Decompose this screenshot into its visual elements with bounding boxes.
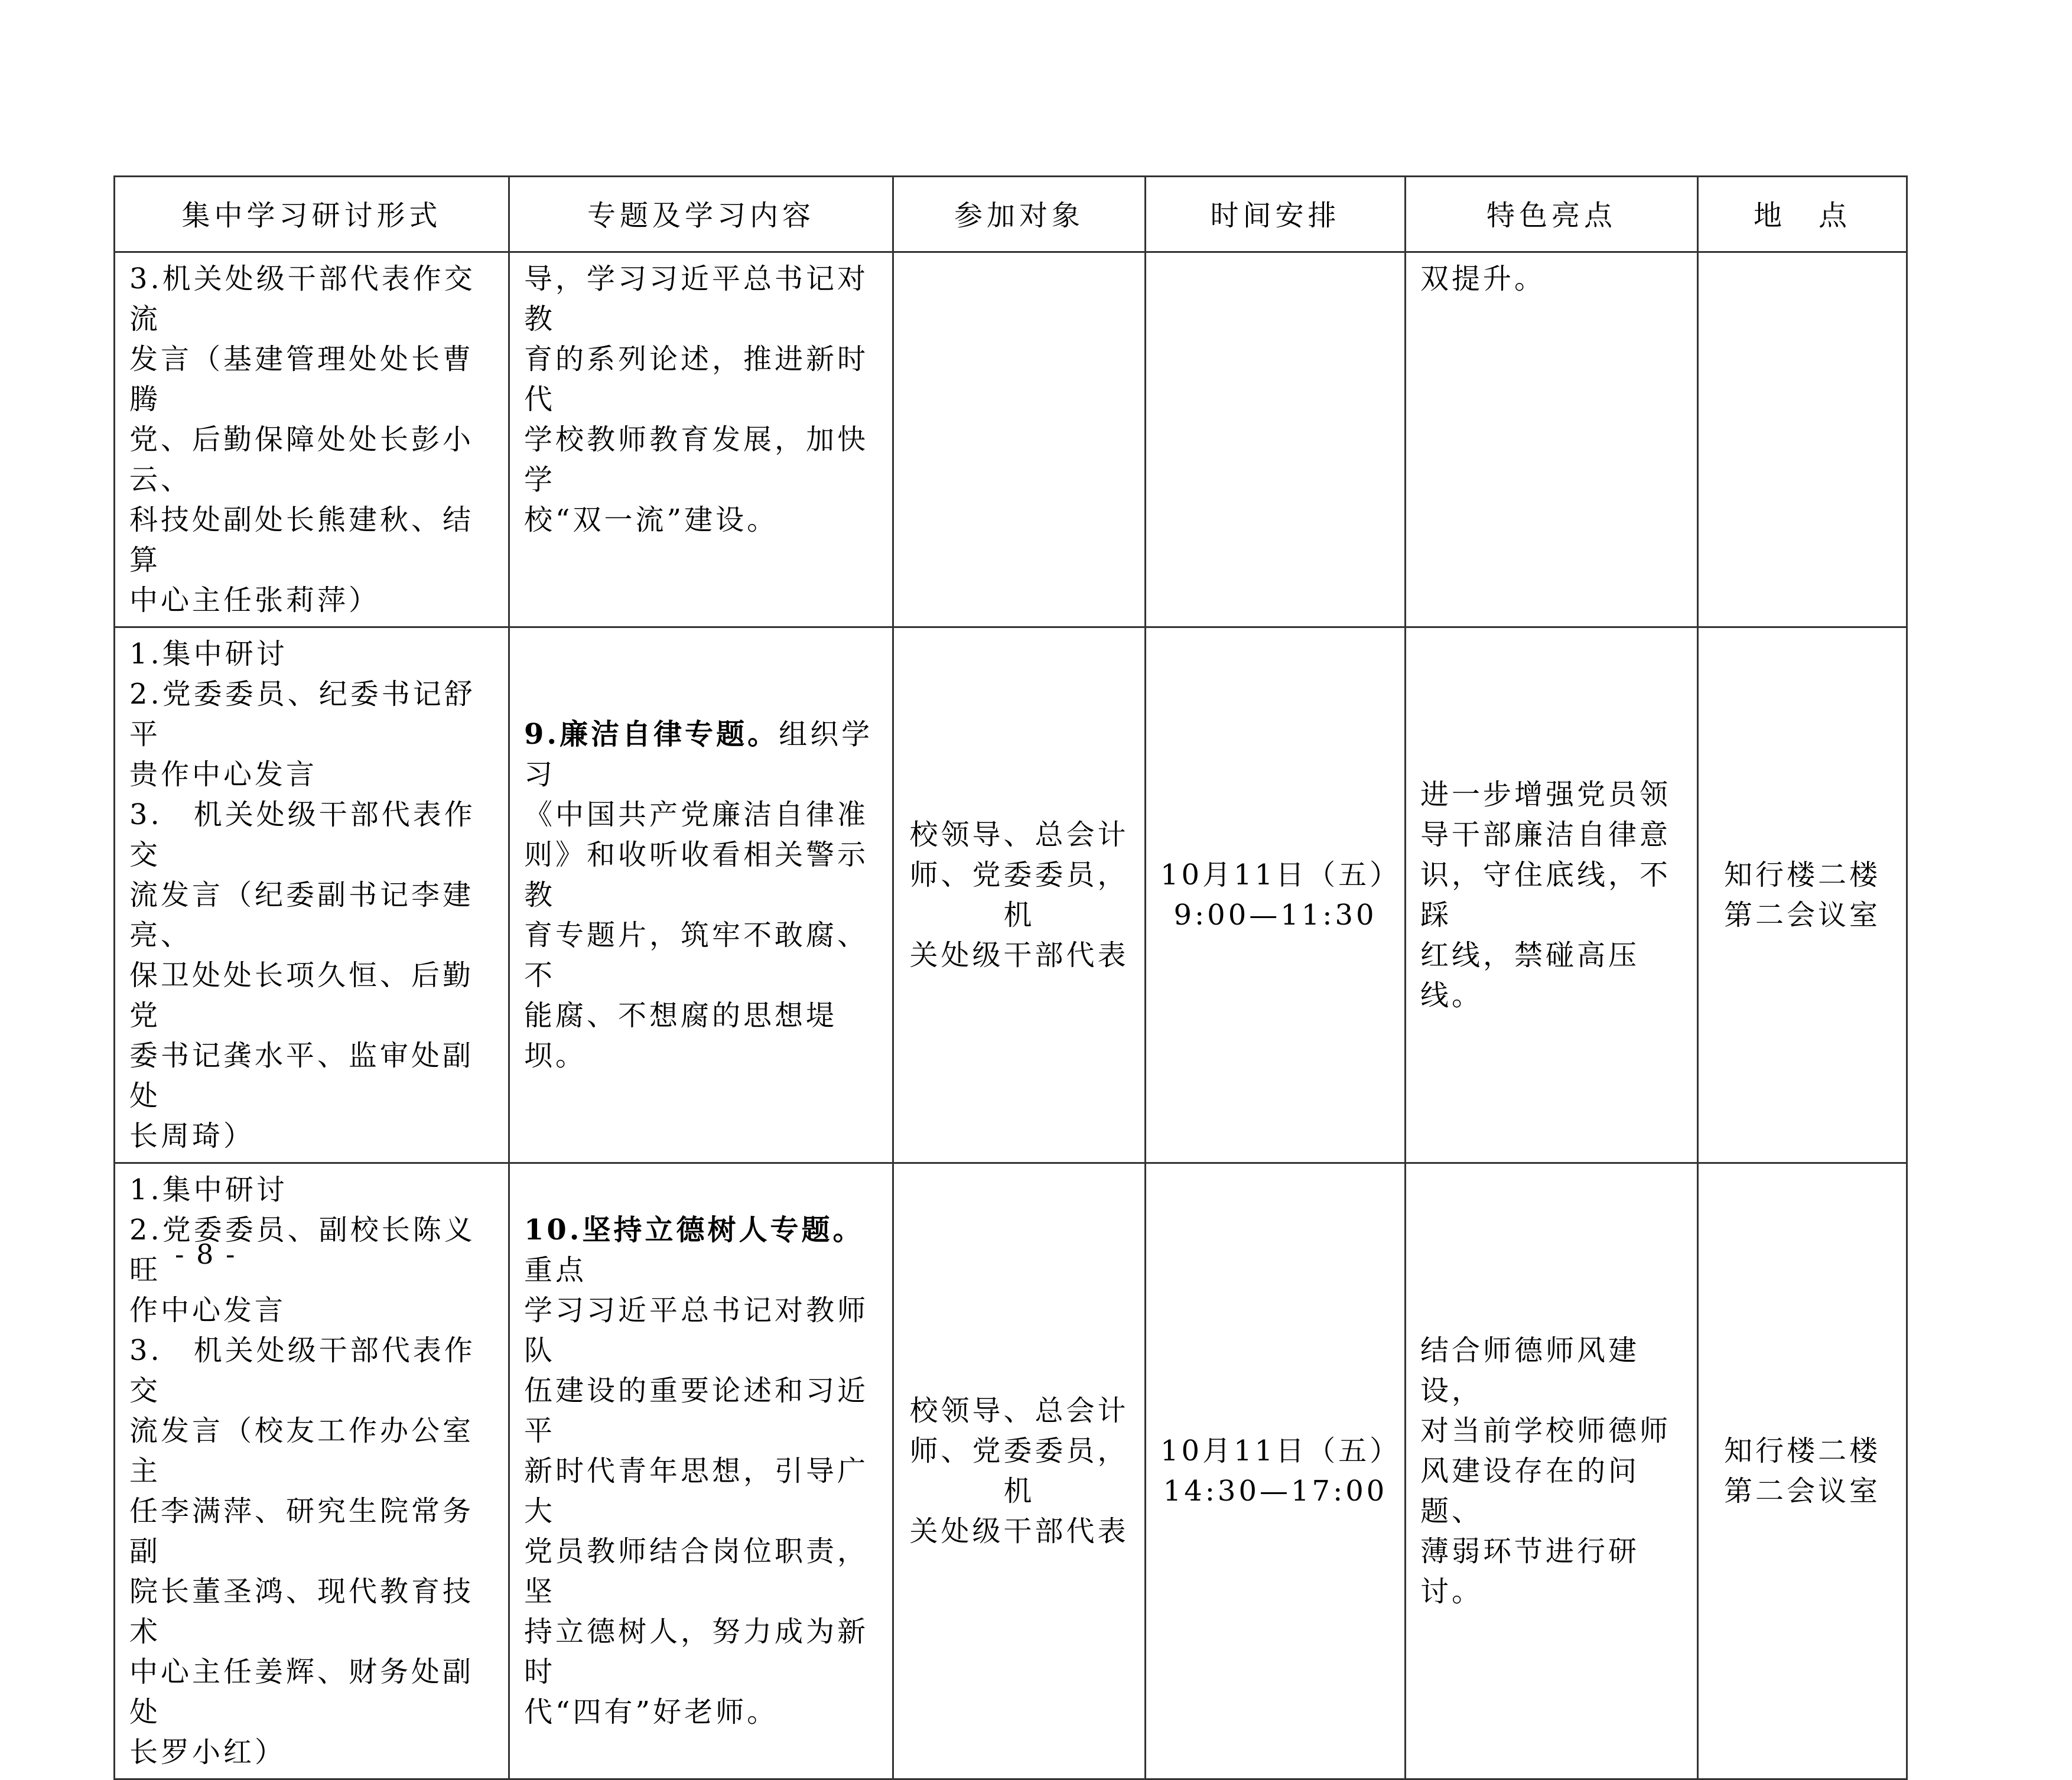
content-line: 伍建设的重要论述和习近平	[524, 1374, 869, 1447]
topic-title: 10.坚持立德树人专题。	[524, 1213, 864, 1247]
header-location: 地 点	[1698, 177, 1907, 252]
participants-line: 校领导、总会计	[909, 1394, 1129, 1427]
content-line: 党员教师结合岗位职责，坚	[524, 1535, 869, 1608]
content-line: 学校教师教育发展，加快学	[524, 423, 869, 496]
highlight-line: 薄弱环节进行研讨。	[1420, 1535, 1640, 1608]
format-line: 发言（基建管理处处长曹腾	[129, 343, 474, 416]
time-range: 9:00—11:30	[1173, 899, 1377, 932]
location-cell	[1698, 1163, 1907, 1779]
table-row	[115, 1163, 1907, 1779]
location-cell	[1698, 627, 1907, 1163]
format-line: 科技处副处长熊建秋、结算	[129, 503, 474, 577]
format-line: 3. 机关处级干部代表作交	[129, 798, 476, 871]
participants-cell	[893, 627, 1146, 1163]
time-date: 10月11日（五）	[1160, 858, 1401, 891]
location-line: 知行楼二楼	[1723, 858, 1881, 891]
participants-line: 关处级干部代表	[909, 939, 1129, 972]
content-line	[524, 1210, 878, 1290]
content-line	[524, 714, 878, 795]
time-cell	[1146, 252, 1406, 627]
content-line: 持立德树人，努力成为新时	[524, 1615, 869, 1688]
header-study-format: 集中学习研讨形式	[115, 177, 509, 252]
highlight-cell	[1406, 252, 1698, 627]
format-line: 3.机关处级干部代表作交流	[129, 262, 476, 336]
format-line: 1.集中研讨	[129, 637, 288, 671]
time-date: 10月11日（五）	[1160, 1434, 1401, 1467]
page-number: - 8 -	[175, 1238, 237, 1270]
location-cell	[1698, 252, 1907, 627]
highlight-line: 对当前学校师德师	[1420, 1414, 1671, 1447]
table-row	[115, 252, 1907, 627]
header-time-schedule: 时间安排	[1146, 177, 1406, 252]
highlight-line: 双提升。	[1420, 262, 1546, 295]
content-line: 学习习近平总书记对教师队	[524, 1294, 869, 1367]
format-line: 流发言（校友工作办公室主	[129, 1414, 474, 1488]
header-highlights: 特色亮点	[1406, 177, 1698, 252]
content-line: 导，学习习近平总书记对教	[524, 262, 869, 336]
format-line: 2.党委委员、副校长陈义旺	[129, 1213, 476, 1287]
format-line: 3. 机关处级干部代表作交	[129, 1334, 476, 1407]
highlight-line: 风建设存在的问题、	[1420, 1454, 1640, 1528]
content-text: 组织学习	[524, 718, 873, 791]
format-line: 贵作中心发言	[129, 758, 318, 791]
highlight-line: 红线，禁碰高压线。	[1420, 939, 1640, 1012]
participants-line: 师、党委委员，机	[909, 1434, 1129, 1508]
header-participants: 参加对象	[893, 177, 1146, 252]
format-line: 保卫处处长项久恒、后勤党	[129, 959, 474, 1032]
highlight-line: 识，守住底线，不踩	[1420, 858, 1671, 932]
content-line: 校“双一流”建设。	[524, 503, 779, 536]
format-line: 党、后勤保障处处长彭小云、	[129, 423, 474, 496]
content-line: 代“四有”好老师。	[524, 1696, 779, 1729]
participants-cell	[893, 1163, 1146, 1779]
format-line: 1.集中研讨	[129, 1173, 288, 1206]
location-line: 第二会议室	[1723, 1475, 1881, 1508]
header-topic-content: 专题及学习内容	[509, 177, 893, 252]
content-line: 《中国共产党廉洁自律准	[524, 798, 869, 831]
content-cell	[509, 252, 893, 627]
format-cell	[115, 627, 509, 1163]
time-cell	[1146, 1163, 1406, 1779]
format-line: 长周琦）	[129, 1120, 255, 1153]
highlight-line: 结合师德师风建设，	[1420, 1334, 1640, 1407]
highlight-cell	[1406, 627, 1698, 1163]
format-line: 流发言（纪委副书记李建亮、	[129, 878, 474, 952]
format-line: 2.党委委员、纪委书记舒平	[129, 678, 476, 751]
content-line: 能腐、不想腐的思想堤坝。	[524, 999, 838, 1072]
participants-line: 师、党委委员，机	[909, 858, 1129, 932]
content-line: 则》和收听收看相关警示教	[524, 838, 869, 912]
participants-line: 关处级干部代表	[909, 1515, 1129, 1548]
content-line: 育的系列论述，推进新时代	[524, 343, 869, 416]
time-cell	[1146, 627, 1406, 1163]
participants-line: 校领导、总会计	[909, 818, 1129, 851]
content-cell	[509, 1163, 893, 1779]
topic-title: 9.廉洁自律专题。	[524, 718, 779, 751]
table-header-row	[115, 177, 1907, 252]
format-line: 中心主任张莉萍）	[129, 584, 380, 617]
location-line: 第二会议室	[1723, 899, 1881, 932]
time-range: 14:30—17:00	[1163, 1475, 1388, 1508]
format-line: 长罗小红）	[129, 1736, 287, 1769]
format-line: 院长董圣鸿、现代教育技术	[129, 1575, 474, 1648]
content-line: 新时代青年思想，引导广大	[524, 1454, 869, 1528]
content-line: 育专题片，筑牢不敢腐、不	[524, 919, 869, 992]
format-line: 作中心发言	[129, 1294, 287, 1327]
study-schedule-table	[113, 175, 1908, 1780]
format-line: 委书记龚水平、监审处副处	[129, 1039, 474, 1112]
participants-cell	[893, 252, 1146, 627]
content-cell	[509, 627, 893, 1163]
highlight-line: 导干部廉洁自律意	[1420, 818, 1671, 851]
table-row	[115, 627, 1907, 1163]
format-line: 任李满萍、研究生院常务副	[129, 1495, 474, 1568]
highlight-cell	[1406, 1163, 1698, 1779]
format-line: 中心主任姜辉、财务处副处	[129, 1655, 474, 1729]
location-line: 知行楼二楼	[1723, 1434, 1881, 1467]
highlight-line: 进一步增强党员领	[1420, 778, 1671, 811]
content-text: 重点	[524, 1254, 587, 1287]
format-cell	[115, 1163, 509, 1779]
format-cell	[115, 252, 509, 627]
